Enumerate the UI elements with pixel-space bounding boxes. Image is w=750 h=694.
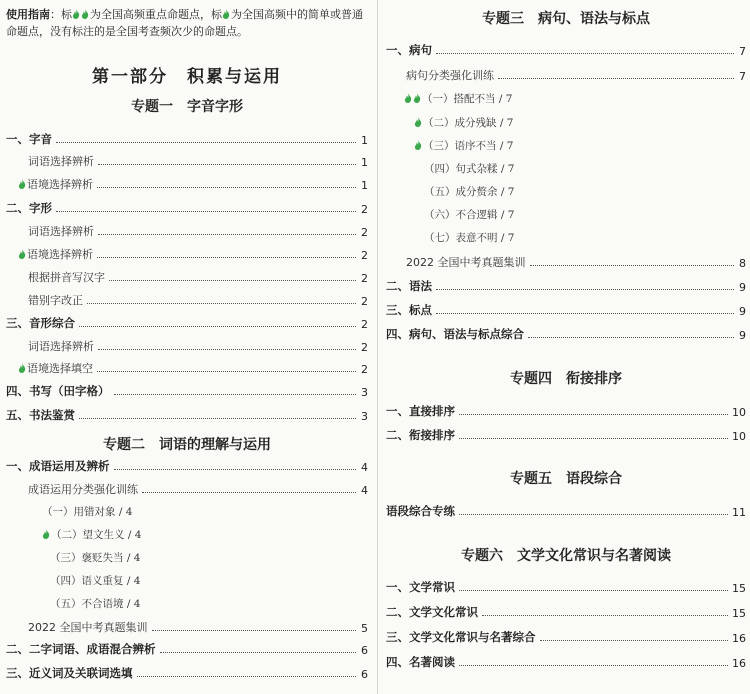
- page-number: 2: [361, 203, 368, 216]
- toc-entry-text: 2022 全国中考真题集训: [28, 621, 148, 634]
- toc-entry[interactable]: [386, 604, 746, 620]
- fire-icon: [413, 93, 421, 103]
- dot-leader: [56, 211, 356, 212]
- toc-entry-text: 一、字音: [6, 132, 52, 146]
- toc-entry-label: [28, 153, 94, 169]
- toc-entry[interactable]: [386, 503, 746, 519]
- toc-entry-text: 词语选择辨析: [28, 340, 94, 353]
- fire-icon: [414, 140, 422, 150]
- topic-title: 专题四 衔接排序: [510, 371, 622, 387]
- toc-entry[interactable]: [414, 114, 746, 130]
- toc-entry-label: [386, 403, 455, 419]
- toc-entry-text: 五、书法鉴赏: [6, 408, 75, 422]
- guide-text-1: ：标: [50, 8, 72, 21]
- toc-entry-label: [6, 407, 75, 423]
- page-number: 6: [361, 668, 368, 681]
- toc-entry-label: [6, 641, 156, 657]
- toc-entry[interactable]: [28, 338, 368, 354]
- fire-icon: [18, 363, 26, 373]
- fire-icon: [222, 9, 230, 19]
- toc-entry-text: 二、字形: [6, 201, 52, 215]
- dot-leader: [160, 652, 357, 653]
- toc-entry-text: 语境选择辨析: [27, 248, 93, 261]
- toc-entry[interactable]: [50, 572, 368, 588]
- page-number: 3: [361, 386, 368, 399]
- toc-entry-label: [386, 326, 524, 342]
- fire-icon: [18, 249, 26, 259]
- toc-entry[interactable]: [424, 160, 746, 176]
- toc-entry-label: [28, 481, 138, 497]
- dot-leader: [459, 414, 728, 415]
- toc-entry-label: [406, 67, 494, 83]
- dot-leader: [114, 469, 357, 470]
- dot-leader: [498, 78, 734, 79]
- page-number: 10: [732, 430, 746, 443]
- toc-entry[interactable]: [28, 292, 368, 308]
- toc-entry-label: [6, 200, 52, 216]
- toc-entry-label: [28, 619, 148, 635]
- toc-entry[interactable]: [6, 131, 368, 147]
- toc-entry[interactable]: [28, 481, 368, 497]
- toc-entry[interactable]: [386, 302, 746, 318]
- dot-leader: [459, 438, 728, 439]
- page-number: 8: [739, 257, 746, 270]
- topic-title: 专题五 语段综合: [510, 471, 622, 487]
- toc-entry-label: [18, 176, 93, 192]
- toc-entry-text: （二）望文生义 / 4: [51, 529, 142, 541]
- toc-entry-label: [6, 131, 52, 147]
- toc-entry-text: （四）语义重复 / 4: [50, 575, 141, 587]
- fire-icon: [18, 179, 26, 189]
- dot-leader: [79, 418, 356, 419]
- toc-entry-label: [6, 458, 110, 474]
- page-number: 7: [739, 45, 746, 58]
- toc-entry-text: 三、标点: [386, 303, 432, 317]
- dot-leader: [152, 630, 357, 631]
- toc-entry[interactable]: [386, 42, 746, 58]
- page-number: 7: [739, 70, 746, 83]
- toc-entry-text: （一）用错对象 / 4: [42, 506, 133, 518]
- toc-entry-text: 三、文学文化常识与名著综合: [386, 630, 536, 644]
- toc-entry[interactable]: [386, 278, 746, 294]
- toc-entry-label: [386, 278, 432, 294]
- toc-entry[interactable]: [42, 526, 368, 542]
- toc-entry[interactable]: [406, 254, 746, 270]
- toc-entry-text: 二、语法: [386, 279, 432, 293]
- guide-text-2: 为全国高频重点命题点，标: [90, 8, 222, 21]
- page-number: 11: [732, 506, 746, 519]
- dot-leader: [540, 640, 729, 641]
- dot-leader: [459, 590, 728, 591]
- toc-entry[interactable]: [18, 360, 368, 376]
- toc-entry-text: （五）不合语境 / 4: [50, 598, 141, 610]
- toc-entry[interactable]: [18, 176, 368, 192]
- guide-text-3: 为全国高频中的简单或普通命题点，没有标注的是全国考查频次少的命题点。: [6, 8, 363, 38]
- toc-entry-label: [386, 503, 455, 519]
- dot-leader: [436, 313, 734, 314]
- page-number: 2: [361, 295, 368, 308]
- toc-entry[interactable]: [28, 153, 368, 169]
- toc-entry-text: 二、衔接排序: [386, 428, 455, 442]
- toc-entry[interactable]: [6, 641, 368, 657]
- toc-entry-text: 错别字改正: [28, 294, 83, 307]
- column-divider: [377, 0, 378, 694]
- dot-leader: [459, 665, 728, 666]
- toc-entry-label: [386, 629, 536, 645]
- toc-entry[interactable]: [386, 629, 746, 645]
- toc-entry-text: （七）表意不明 / 7: [424, 232, 515, 244]
- usage-guide: [6, 6, 368, 40]
- toc-entry-text: 二、二字词语、成语混合辨析: [6, 642, 156, 656]
- toc-entry-text: （一）搭配不当 / 7: [422, 93, 513, 105]
- dot-leader: [98, 234, 356, 235]
- toc-entry-label: [6, 383, 110, 399]
- toc-entry-label: [386, 427, 455, 443]
- page-number: 5: [361, 622, 368, 635]
- topic-title: 专题三 病句、语法与标点: [482, 11, 650, 27]
- toc-entry-label: [28, 338, 94, 354]
- page-number: 16: [732, 632, 746, 645]
- fire-icon: [414, 117, 422, 127]
- toc-entry-text: 三、近义词及关联词选填: [6, 666, 133, 680]
- toc-entry-label: [386, 604, 478, 620]
- toc-entry-label: [414, 138, 513, 153]
- toc-entry-label: [386, 302, 432, 318]
- fire-icon: [72, 9, 80, 19]
- dot-leader: [436, 53, 734, 54]
- page-number: 2: [361, 226, 368, 239]
- toc-entry-label: [404, 91, 512, 106]
- toc-entry-label: [18, 360, 93, 376]
- dot-leader: [79, 326, 356, 327]
- page-number: 9: [739, 305, 746, 318]
- page-number: 6: [361, 644, 368, 657]
- page-number: 2: [361, 272, 368, 285]
- toc-entry-text: 四、名著阅读: [386, 655, 455, 669]
- toc-entry-label: [18, 246, 93, 262]
- toc-entry-text: 一、文学常识: [386, 580, 455, 594]
- toc-entry-label: [28, 269, 105, 285]
- toc-entry-label: [424, 207, 514, 222]
- page-number: 1: [361, 179, 368, 192]
- dot-leader: [142, 492, 356, 493]
- toc-entry-label: [406, 254, 526, 270]
- toc-entry[interactable]: [6, 458, 368, 474]
- toc-entry-label: [50, 573, 140, 588]
- dot-leader: [97, 371, 356, 372]
- dot-leader: [528, 337, 734, 338]
- toc-entry-label: [386, 654, 455, 670]
- dot-leader: [87, 303, 356, 304]
- toc-entry-label: [386, 42, 432, 58]
- toc-entry-text: 词语选择辨析: [28, 225, 94, 238]
- page-number: 2: [361, 341, 368, 354]
- toc-entry[interactable]: [6, 383, 368, 399]
- dot-leader: [109, 280, 356, 281]
- toc-entry[interactable]: [386, 326, 746, 342]
- toc-entry-text: （三）语序不当 / 7: [423, 140, 514, 152]
- toc-entry-text: 语境选择填空: [27, 362, 93, 375]
- toc-entry-text: 一、直接排序: [386, 404, 455, 418]
- toc-entry-text: 2022 全国中考真题集训: [406, 256, 526, 269]
- toc-entry-label: [424, 161, 514, 176]
- page-number: 4: [361, 484, 368, 497]
- toc-entry-text: 四、书写（田字格）: [6, 384, 110, 398]
- fire-icon: [404, 93, 412, 103]
- toc-entry[interactable]: [28, 269, 368, 285]
- toc-entry[interactable]: [414, 137, 746, 153]
- toc-entry-text: 三、音形综合: [6, 316, 75, 330]
- page-number: 9: [739, 281, 746, 294]
- toc-entry-text: 根据拼音写汉字: [28, 271, 105, 284]
- page-number: 3: [361, 410, 368, 423]
- toc-entry[interactable]: [6, 407, 368, 423]
- dot-leader: [56, 142, 356, 143]
- toc-entry[interactable]: [50, 595, 368, 611]
- toc-entry[interactable]: [28, 619, 368, 635]
- toc-entry-text: 成语运用分类强化训练: [28, 483, 138, 496]
- toc-entry-label: [424, 184, 514, 199]
- toc-entry[interactable]: [386, 579, 746, 595]
- toc-entry-text: （五）成分赘余 / 7: [424, 186, 515, 198]
- toc-entry[interactable]: [404, 90, 746, 106]
- toc-entry[interactable]: [50, 549, 368, 565]
- dot-leader: [482, 615, 728, 616]
- toc-entry-label: [424, 230, 514, 245]
- toc-entry-text: 语段综合专练: [386, 504, 455, 518]
- toc-entry[interactable]: [386, 654, 746, 670]
- toc-entry[interactable]: [42, 503, 368, 519]
- toc-entry-label: [42, 504, 132, 519]
- page-number: 1: [361, 156, 368, 169]
- dot-leader: [97, 187, 356, 188]
- dot-leader: [97, 257, 356, 258]
- page-number: 9: [739, 329, 746, 342]
- page-number: 2: [361, 318, 368, 331]
- toc-entry[interactable]: [18, 246, 368, 262]
- toc-entry[interactable]: [6, 315, 368, 331]
- topic-title: 专题二 词语的理解与运用: [103, 437, 271, 453]
- toc-entry-label: [414, 115, 513, 130]
- dot-leader: [530, 265, 735, 266]
- dot-leader: [98, 164, 356, 165]
- toc-entry-text: 一、成语运用及辨析: [6, 459, 110, 473]
- toc-entry-label: [50, 596, 140, 611]
- toc-entry-label: [50, 550, 140, 565]
- toc-entry-text: 词语选择辨析: [28, 155, 94, 168]
- toc-entry-text: 二、文学文化常识: [386, 605, 478, 619]
- page-number: 16: [732, 657, 746, 670]
- dot-leader: [137, 676, 357, 677]
- page-number: 4: [361, 461, 368, 474]
- toc-entry[interactable]: [6, 200, 368, 216]
- toc-entry[interactable]: [28, 223, 368, 239]
- toc-entry-label: [28, 223, 94, 239]
- toc-entry[interactable]: [424, 183, 746, 199]
- page-number: 10: [732, 406, 746, 419]
- toc-entry[interactable]: [386, 403, 746, 419]
- page-number: 2: [361, 249, 368, 262]
- fire-icon: [81, 9, 89, 19]
- toc-entry[interactable]: [386, 427, 746, 443]
- dot-leader: [114, 394, 357, 395]
- page-number: 2: [361, 363, 368, 376]
- page-number: 15: [732, 607, 746, 620]
- topic-title: 专题六 文学文化常识与名著阅读: [461, 548, 671, 564]
- topic-title: 专题一 字音字形: [131, 99, 243, 115]
- part-title: 第一部分 积累与运用: [92, 67, 282, 87]
- toc-entry-text: （三）褒贬失当 / 4: [50, 552, 141, 564]
- toc-entry-label: [42, 527, 141, 542]
- toc-entry-label: [6, 665, 133, 681]
- toc-entry[interactable]: [424, 229, 746, 245]
- dot-leader: [459, 514, 728, 515]
- guide-prefix: 使用指南: [6, 8, 50, 21]
- toc-entry-text: 一、病句: [386, 43, 432, 57]
- toc-entry-label: [6, 315, 75, 331]
- page-number: 1: [361, 134, 368, 147]
- fire-icon: [42, 529, 50, 539]
- toc-entry-text: 病句分类强化训练: [406, 69, 494, 82]
- toc-entry-text: （六）不合逻辑 / 7: [424, 209, 515, 221]
- toc-entry-text: 语境选择辨析: [27, 178, 93, 191]
- toc-entry[interactable]: [6, 665, 368, 681]
- toc-entry-text: （四）句式杂糅 / 7: [424, 163, 515, 175]
- toc-entry-text: （二）成分残缺 / 7: [423, 117, 514, 129]
- toc-entry-text: 四、病句、语法与标点综合: [386, 327, 524, 341]
- toc-entry-label: [28, 292, 83, 308]
- dot-leader: [98, 349, 356, 350]
- toc-entry[interactable]: [424, 206, 746, 222]
- page-number: 15: [732, 582, 746, 595]
- dot-leader: [436, 289, 734, 290]
- toc-entry-label: [386, 579, 455, 595]
- toc-entry[interactable]: [406, 67, 746, 83]
